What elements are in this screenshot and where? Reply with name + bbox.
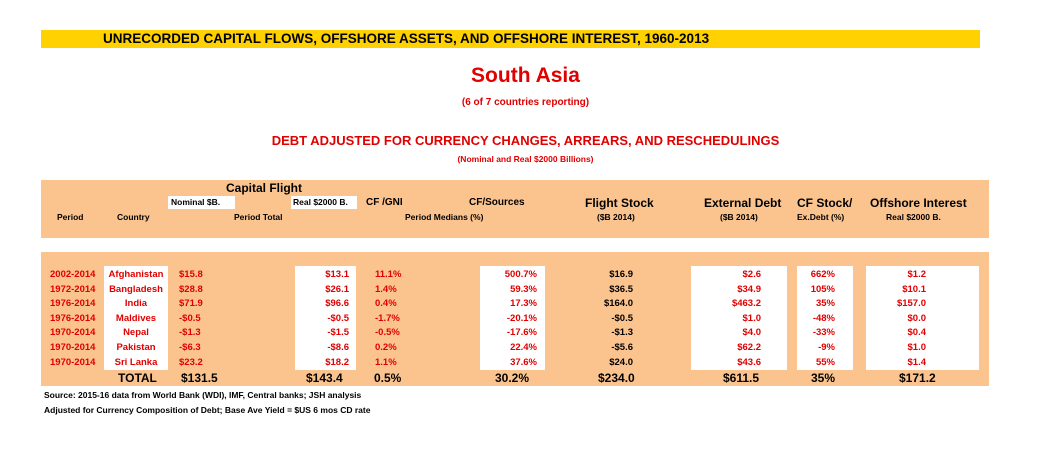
cell-period: 1972-2014 [50,284,96,295]
header-cf-gni: CF /GNI [366,197,403,208]
cell-real: -$0.5 [327,313,349,324]
cell-flight-stock: $16.9 [609,269,633,280]
table-row [0,283,1051,297]
cell-external-debt: $62.2 [737,342,761,353]
cell-offshore-interest: $0.0 [907,313,926,324]
total-nominal: $131.5 [181,371,218,385]
cell-country: Maldives [115,313,157,324]
cell-cf-gni: 0.4% [375,298,397,309]
table-row [0,312,1051,326]
table-subtitle: DEBT ADJUSTED FOR CURRENCY CHANGES, ARREARS, AND RESCHEDULINGS [271,133,780,148]
total-real: $143.4 [306,371,343,385]
cell-period: 1976-2014 [50,313,96,324]
header-nominal: Nominal $B. [168,196,235,209]
table-row [0,268,1051,282]
cell-country: Sri Lanka [114,357,158,368]
cell-offshore-interest: $1.0 [907,342,926,353]
header-flight-stock: Flight Stock [585,196,654,210]
total-label: TOTAL [118,371,157,385]
cell-flight-stock: -$5.6 [611,342,633,353]
cell-cf-sources: 17.3% [510,298,537,309]
total-cf-gni: 0.5% [374,371,402,385]
cell-cf-gni: 1.4% [375,284,397,295]
cell-nominal: -$1.3 [179,327,201,338]
cell-period: 1970-2014 [50,342,96,353]
reporting-note: (6 of 7 countries reporting) [461,97,590,108]
cell-cf-gni: 11.1% [375,269,402,280]
total-offshore-interest: $171.2 [899,371,936,385]
cell-country: Afghanistan [108,269,164,280]
cell-offshore-interest: $0.4 [907,327,926,338]
header-country: Country [117,212,150,222]
cell-period: 1970-2014 [50,357,96,368]
cell-cf-gni: 0.2% [375,342,397,353]
banner-title: UNRECORDED CAPITAL FLOWS, OFFSHORE ASSETS, AND OFFSHORE INTEREST, 1960-2013 [103,31,710,46]
cell-cf-sources: -20.1% [506,313,537,324]
header-cf-stock-sub: Ex.Debt (%) [797,212,845,222]
cell-real: $13.1 [325,269,349,280]
cell-country: Bangladesh [109,284,163,295]
cell-cf-sources: 22.4% [510,342,537,353]
cell-cf-stock: 662% [810,269,835,280]
header-real: Real $2000 B. [291,196,357,209]
cell-nominal: $28.8 [179,284,203,295]
cell-country: India [124,298,148,309]
total-flight-stock: $234.0 [598,371,635,385]
cell-real: $26.1 [325,284,349,295]
total-external-debt: $611.5 [723,371,760,385]
cell-offshore-interest: $1.2 [907,269,926,280]
cell-nominal: $15.8 [179,269,203,280]
table-row [0,297,1051,311]
cell-real: -$8.6 [327,342,349,353]
cell-offshore-interest: $157.0 [896,298,926,309]
header-offshore-interest-sub: Real $2000 B. [886,212,941,222]
cell-cf-gni: -1.7% [375,313,400,324]
units-note: (Nominal and Real $2000 Billions) [457,154,594,164]
cell-cf-stock: -33% [812,327,835,338]
cell-offshore-interest: $10.1 [902,284,926,295]
total-cf-stock: 35% [811,371,836,385]
table-row [0,326,1051,340]
region-title: South Asia [471,64,580,87]
cell-cf-stock: 105% [810,284,835,295]
cell-flight-stock: $24.0 [609,357,633,368]
total-cf-sources: 30.2% [495,371,530,385]
cell-external-debt: $43.6 [737,357,761,368]
cell-country: Pakistan [116,342,156,353]
cell-external-debt: $463.2 [731,298,761,309]
cell-nominal: $23.2 [179,357,203,368]
header-period-medians: Period Medians (%) [405,212,484,222]
source-note: Source: 2015-16 data from World Bank (WDI), IMF, Central banks; JSH analysis [44,390,362,400]
header-cf-stock: CF Stock/ [797,196,853,210]
cell-cf-sources: 500.7% [504,269,537,280]
cell-real: -$1.5 [327,327,349,338]
cell-real: $96.6 [325,298,349,309]
cell-cf-gni: 1.1% [375,357,397,368]
cell-cf-sources: -17.6% [506,327,537,338]
cell-external-debt: $34.9 [737,284,761,295]
cell-cf-stock: -48% [812,313,835,324]
cell-external-debt: $2.6 [742,269,761,280]
cell-external-debt: $4.0 [742,327,761,338]
table-row [0,356,1051,370]
cell-flight-stock: $36.5 [609,284,633,295]
header-period-total: Period Total [234,212,283,222]
cell-cf-gni: -0.5% [375,327,400,338]
table-row [0,341,1051,355]
header-period: Period [57,212,84,222]
cell-nominal: $71.9 [179,298,203,309]
header-offshore-interest: Offshore Interest [870,196,967,210]
header-capital-flight: Capital Flight [226,181,302,195]
cell-cf-sources: 37.6% [510,357,537,368]
cell-external-debt: $1.0 [742,313,761,324]
cell-cf-stock: 55% [815,357,835,368]
cell-country: Nepal [123,327,149,338]
cell-period: 1970-2014 [50,327,96,338]
cell-period: 2002-2014 [50,269,96,280]
cell-period: 1976-2014 [50,298,96,309]
cell-cf-sources: 59.3% [510,284,537,295]
cell-nominal: -$0.5 [179,313,201,324]
header-external-debt: External Debt [704,196,782,210]
cell-cf-stock: 35% [815,298,835,309]
cell-flight-stock: $164.0 [603,298,633,309]
cell-nominal: -$6.3 [179,342,201,353]
cell-real: $18.2 [325,357,349,368]
cell-offshore-interest: $1.4 [907,357,926,368]
header-flight-stock-sub: ($B 2014) [597,212,635,222]
cell-flight-stock: -$0.5 [611,313,633,324]
header-cf-sources: CF/Sources [469,197,525,208]
cell-flight-stock: -$1.3 [611,327,633,338]
adjustment-note: Adjusted for Currency Composition of Debt; Base Ave Yield = $US 6 mos CD rate [44,405,371,415]
header-external-debt-sub: ($B 2014) [720,212,758,222]
cell-cf-stock: -9% [818,342,835,353]
